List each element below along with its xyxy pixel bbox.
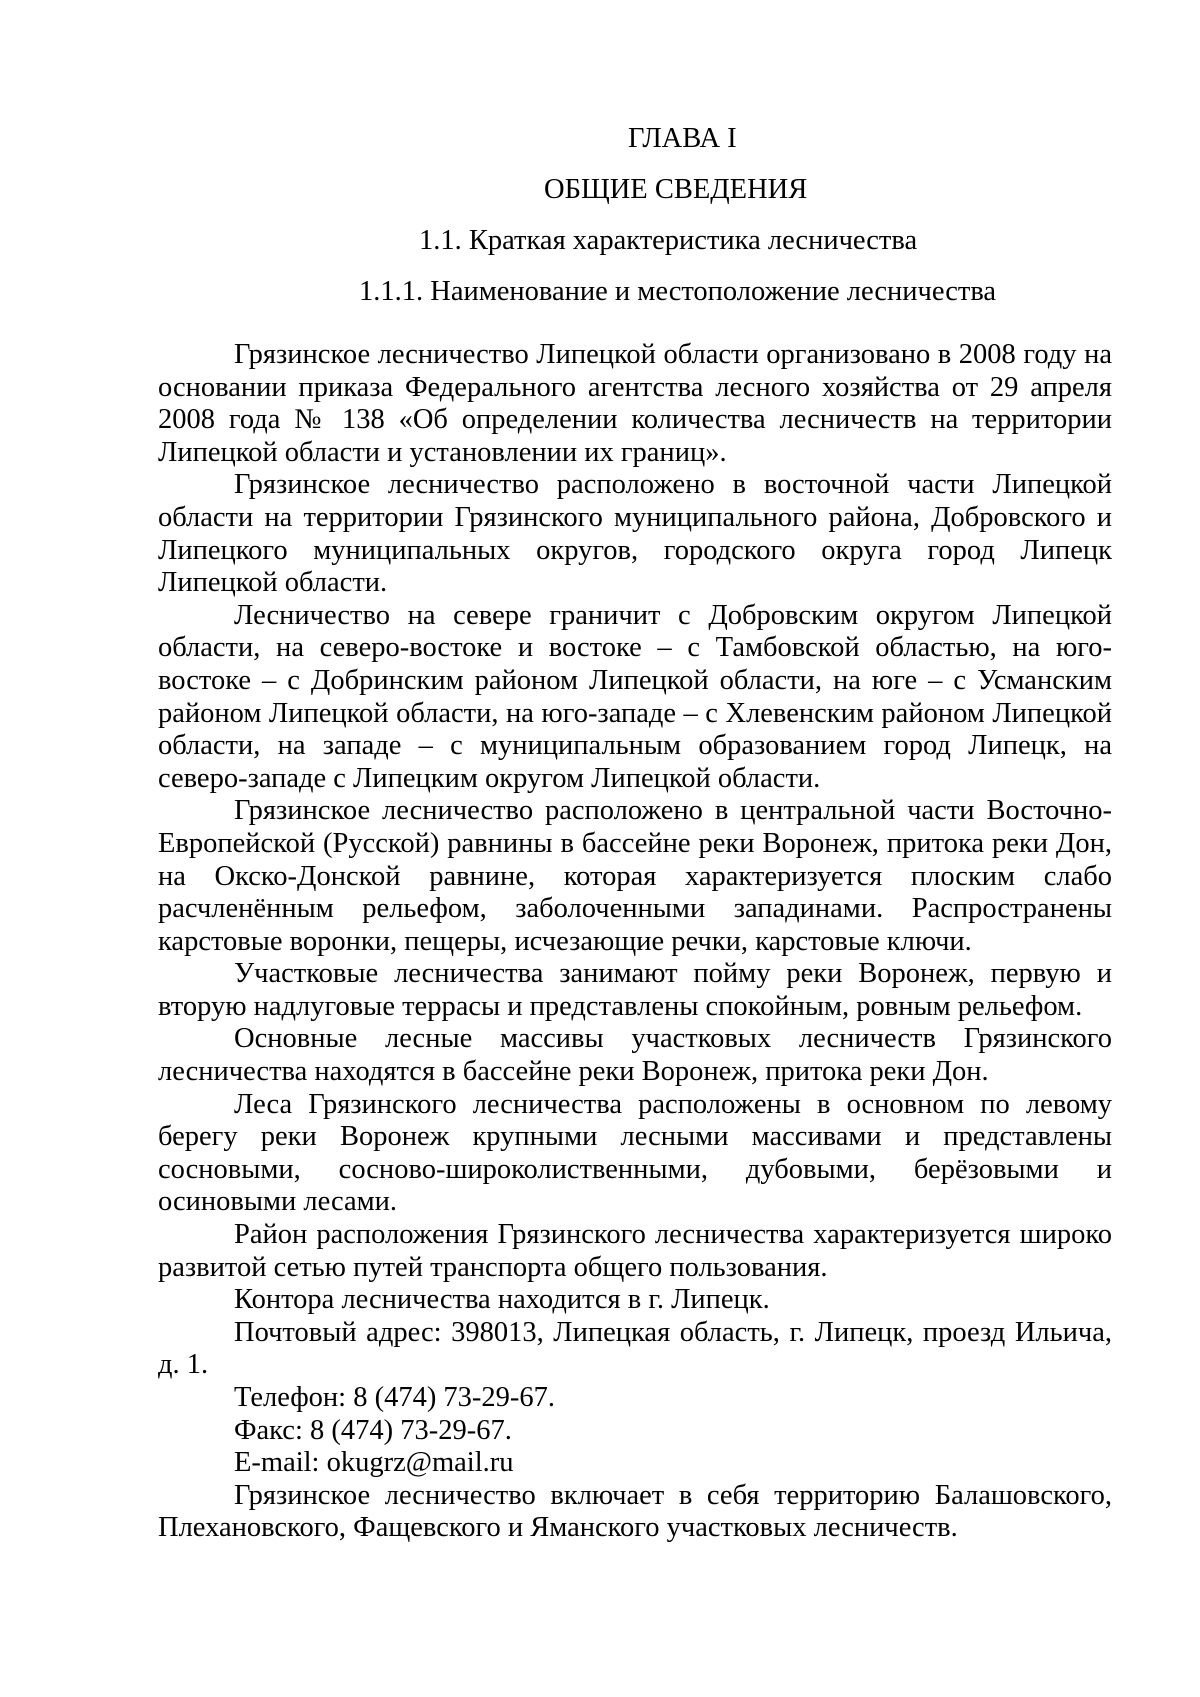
general-info-heading: ОБЩИЕ СВЕДЕНИЯ [544, 174, 808, 205]
paragraph-office: Контора лесничества находится в г. Липецк. [234, 1284, 770, 1316]
chapter-heading: ГЛАВА I [628, 123, 737, 154]
paragraph-phone: Телефон: 8 (474) 73-29-67. [234, 1382, 556, 1413]
paragraph-forest-types: Леса Грязинского лесничества расположены в основном по левому берегу реки Воронеж крупными лесными массивами и представлены сосновыми, сосново-широколиственными, дубовыми, берёзовыми и осиновыми лесами. [158, 1088, 1112, 1218]
paragraph-postal-address: Почтовый адрес: 398013, Липецкая область, г. Липецк, проезд Ильича, д. 1. [158, 1316, 1112, 1381]
paragraph-composition: Грязинское лесничество включает в себя территорию Балашовского, Плехановского, Фащевского и Яманского участковых лесничеств. [158, 1479, 1112, 1544]
paragraph-transport: Район расположения Грязинского лесничества характеризуется широко развитой сетью путей транспорта общего пользования. [158, 1219, 1112, 1283]
subsection-heading: 1.1.1. Наименование и местоположение лесничества [359, 276, 997, 307]
paragraph-borders: Лесничество на севере граничит с Добровским округом Липецкой области, на северо-востоке и востоке – с Тамбовской областью, на юго-востоке – с Добринским районом Липецкой области, на юге – с Усманским районом Липецкой области, на юго-западе – с Хлевенским районом Липецкой области, на западе – с муниципальным образованием город Липецк, на северо-западе с Липецким округом Липецкой области. [158, 599, 1112, 794]
section-heading: 1.1. Краткая характеристика лесничества [419, 225, 918, 256]
paragraph-forest-massifs: Основные лесные массивы участковых лесничеств Грязинского лесничества находятся в бассейне реки Воронеж, притока реки Дон. [158, 1023, 1112, 1088]
paragraph-location: Грязинское лесничество расположено в восточной части Липецкой области на территории Грязинского муниципального района, Добровского и Липецкого муниципальных округов, городского округа город Липецк Липецкой области. [158, 469, 1112, 599]
paragraph-fax: Факс: 8 (474) 73-29-67. [234, 1414, 512, 1446]
paragraph-district-forestries: Участковые лесничества занимают пойму реки Воронеж, первую и вторую надлуговые террасы и представлены спокойным, ровным рельефом. [158, 958, 1112, 1022]
paragraph-email: E-mail: okugrz@mail.ru [234, 1447, 514, 1479]
paragraph-relief: Грязинское лесничество расположено в центральной части Восточно-Европейской (Русской) равнины в бассейне реки Воронеж, притока реки Дон, на Окско-Донской равнине, которая характеризуется плоским слабо расчленённым рельефом, заболоченными западинами. Распространены карстовые воронки, пещеры, исчезающие речки, карстовые ключи. [158, 795, 1112, 957]
body-text [158, 339, 1112, 1545]
paragraph-establishment: Грязинское лесничество Липецкой области организовано в 2008 году на основании приказа Федерального агентства лесного хозяйства от 29 апреля 2008 года № 138 «Об определении количества лесничеств на территории Липецкой области и установлении их границ». [158, 339, 1112, 468]
